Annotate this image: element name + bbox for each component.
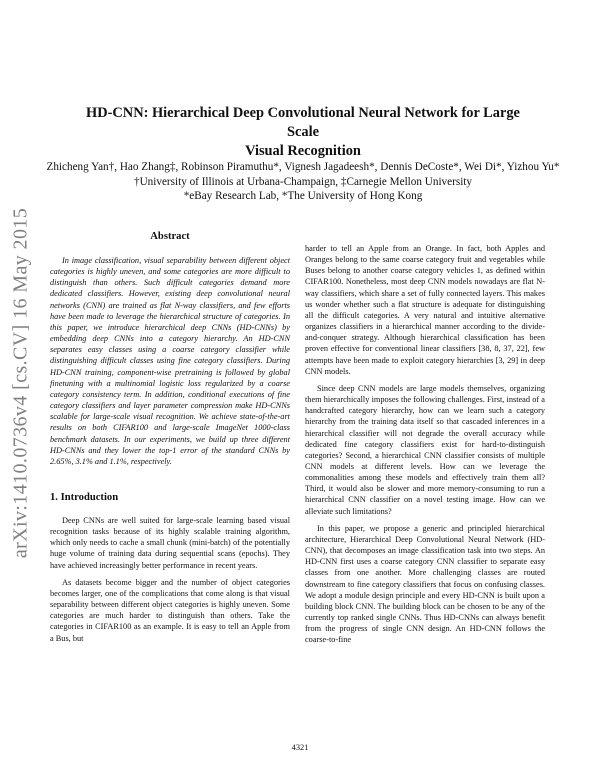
right-paragraph-3: In this paper, we propose a generic and principled hierarchical architecture, Hierarchical Deep Convolutional Neural Network (HD-CNN), that decomposes an image classification task into two steps. An HD-CNN first uses a coarse category CNN classifier to separate easy classes from one another. More challenging classes are routed downstream to fine category classifiers that focus on confusing classes. We adopt a module design principle and every HD-CNN is built upon a building block CNN. The building block can be chosen to be any of the currently top ranked single CNNs. Thus HD-CNNs can always benefit from the progress of single CNN design. An HD-CNN follows the coarse-to-fine [305, 523, 545, 645]
right-paragraph-1: harder to tell an Apple from an Orange. In fact, both Apples and Oranges belong to the same coarse category fruit and vegetables while Buses belong to another coarse category vehicles 1, as defined within CIFAR100. Nonetheless, most deep CNN models nowadays are flat N-way classifiers, which share a set of fully connected layers. This makes us wonder whether such a flat structure is adequate for distinguishing all the difficult categories. A very natural and intuitive alternative organizes classifiers in a hierarchical manner according to the divide-and-conquer strategy. Although hierarchical classification has been proven effective for conventional linear classifiers [38, 8, 37, 22], few attempts have been made to exploit category hierarchies [3, 29] in deep CNN models. [305, 244, 545, 376]
abstract-heading: Abstract [150, 231, 190, 242]
abstract-text: In image classification, visual separability between different object categories is highly uneven, and some categories are more difficult to distinguish than others. Such difficult categories demand more dedicated classifiers. However, existing deep convolutional neural networks (CNN) are trained as flat N-way classifiers, and few efforts have been made to leverage the hierarchical structure of categories. In this paper, we introduce hierarchical deep CNNs (HD-CNNs) by embedding deep CNNs into a category hierarchy. An HD-CNN separates easy classes using a coarse category classifier while distinguishing difficult classes using fine category classifiers. During HD-CNN training, component-wise pretraining is followed by global finetuning with a multinomial logistic loss regularized by a coarse category consistency term. In addition, conditional executions of fine category classifiers and layer parameter compression make HD-CNNs scalable for large-scale visual recognition. We achieve state-of-the-art results on both CIFAR100 and large-scale ImageNet 1000-class benchmark datasets. In our experiments, we build up three different HD-CNNs and they lower the top-1 error of the standard CNNs by 2.65%, 3.1% and 1.1%, respectively. [50, 256, 290, 466]
paper-title [70, 104, 536, 161]
title-line-1: HD-CNN: Hierarchical Deep Convolutional Neural Network for Large Scale [86, 105, 520, 140]
intro-paragraph-2: As datasets become bigger and the number of object categories becomes larger, one of the complications that come along is that visual separability between different object categories is highly uneven. Some categories are much harder to distinguish than others. Take the categories in CIFAR100 as an example. It is easy to tell an Apple from a Bus, but [50, 577, 290, 643]
author-list: Zhicheng Yan†, Hao Zhang‡, Robinson Piramuthu*, Vignesh Jagadeesh*, Dennis DeCoste*, Wei Di*, Yizhou Yu* [46, 161, 560, 173]
author-block [40, 160, 566, 204]
introduction-heading: 1. Introduction [50, 491, 119, 503]
page-number: 4321 [291, 743, 309, 752]
intro-paragraph-1: Deep CNNs are well suited for large-scale learning based visual recognition tasks because of its highly scalable training algorithm, which only needs to cache a small chunk (mini-batch) of the potentially huge volume of training data during sequential scans (epochs). They have achieved increasingly better performance in recent years. [50, 515, 290, 570]
right-column [305, 243, 545, 651]
arxiv-sidebar [4, 207, 38, 559]
affiliation-line-2: *eBay Research Lab, *The University of Hong Kong [183, 190, 423, 202]
right-paragraph-2: Since deep CNN models are large models themselves, organizing them hierarchically imposes the following challenges. First, instead of a handcrafted category hierarchy, how can we learn such a category hierarchy from the training data itself so that cascaded inferences in a hierarchical classifier will not degrade the overall accuracy while dedicated fine category classifiers exist for hard-to-distinguish categories? Second, a hierarchical CNN classifier consists of multiple CNN models at different levels. How can we leverage the commonalities among these models and effectively train them all? Third, it would also be slower and more memory-consuming to run a hierarchical CNN classifier on a novel testing image. How can we alleviate such limitations? [305, 383, 545, 516]
arxiv-stamp: arXiv:1410.0736v4 [cs.CV] 16 May 2015 [9, 207, 32, 559]
left-column [50, 230, 290, 650]
title-line-2: Visual Recognition [245, 143, 361, 159]
affiliation-line-1: †University of Illinois at Urbana-Champaign, ‡Carnegie Mellon University [133, 175, 473, 188]
